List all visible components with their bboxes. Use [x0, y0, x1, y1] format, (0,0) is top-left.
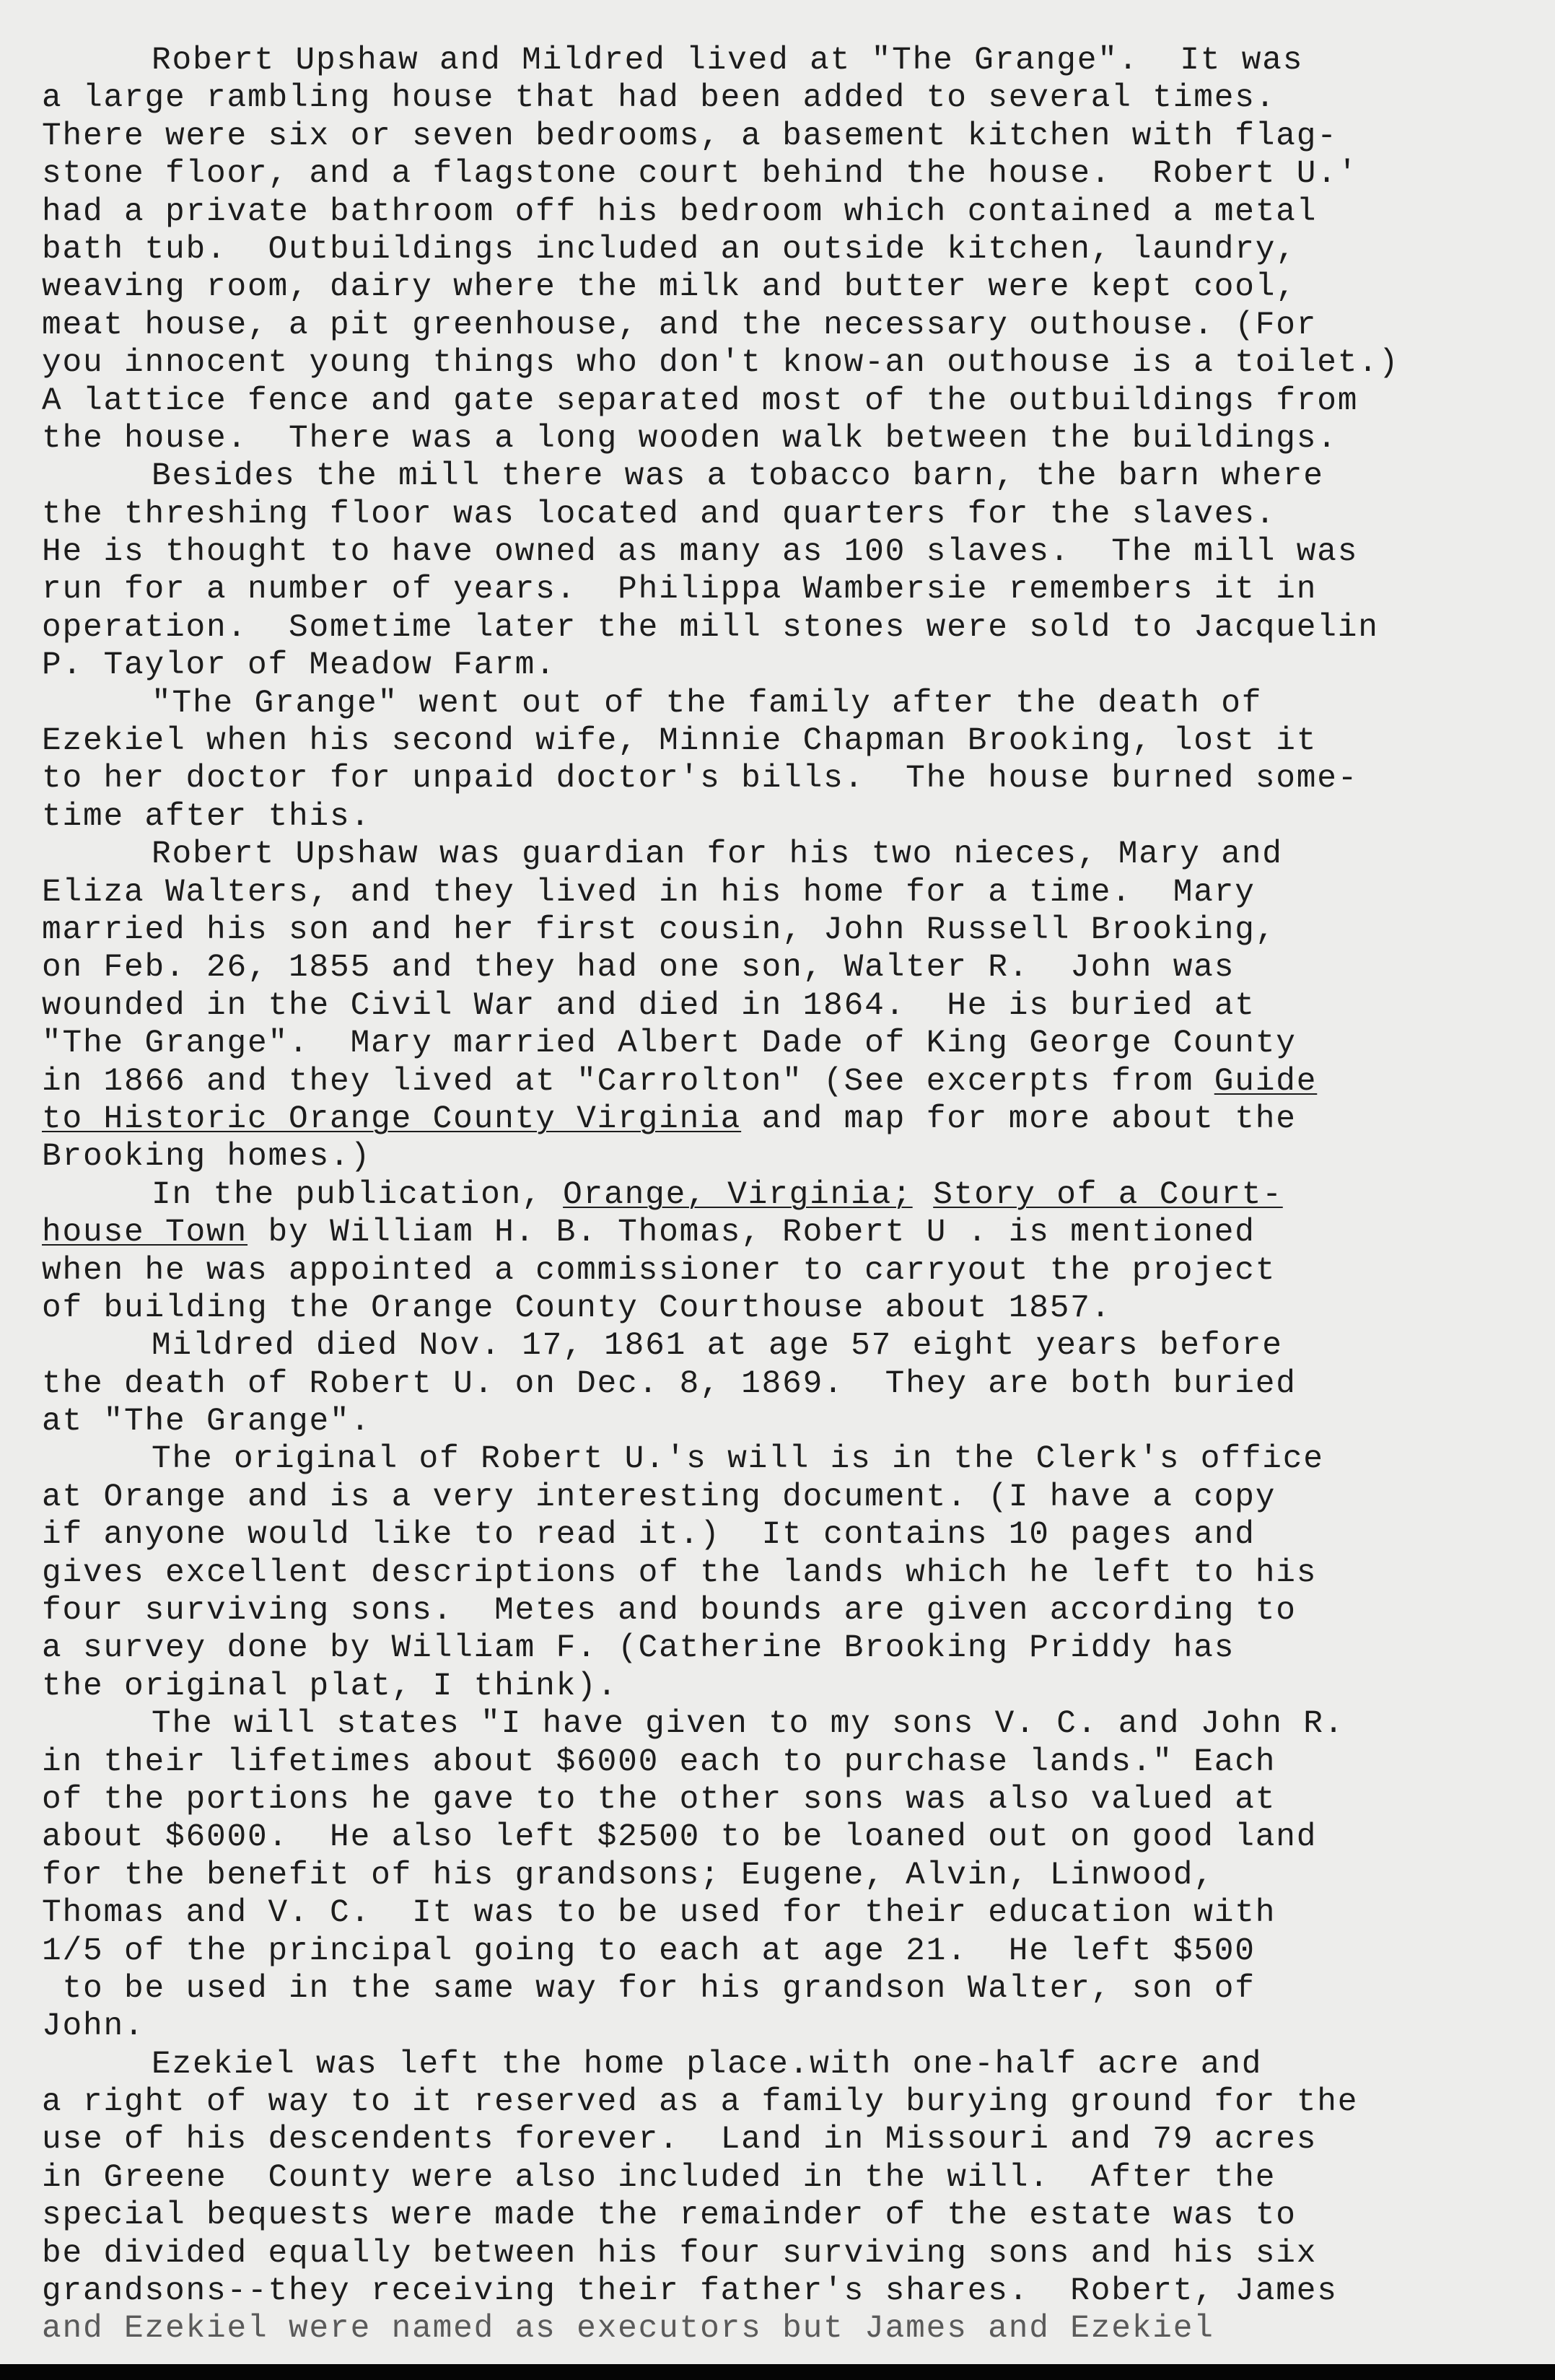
text-line: at Orange and is a very interesting document. (I have a copy: [42, 1479, 1276, 1515]
text-line: Ezekiel when his second wife, Minnie Chapman Brooking, lost it: [42, 723, 1318, 760]
text-line: for the benefit of his grandsons; Eugene, Alvin, Linwood,: [42, 1857, 1214, 1894]
text-line: use of his descendents forever. Land in Missouri and 79 acres: [42, 2122, 1318, 2158]
text-line: had a private bathroom off his bedroom which contained a metal: [42, 193, 1318, 230]
text-line: weaving room, dairy where the milk and butter were kept cool,: [42, 269, 1297, 306]
text-line: and Ezekiel were named as executors but James and Ezekiel: [42, 2311, 1214, 2348]
text-line: A lattice fence and gate separated most of the outbuildings from: [42, 382, 1359, 419]
text-line: bath tub. Outbuildings included an outside kitchen, laundry,: [42, 231, 1297, 268]
text-line: in Greene County were also included in the will. After the: [42, 2159, 1276, 2196]
text-line: run for a number of years. Philippa Wambersie remembers it in: [42, 572, 1318, 608]
text-line: be divided equally between his four surviving sons and his six: [42, 2235, 1318, 2272]
text-line: John.: [42, 2008, 145, 2045]
underlined-title: to Historic Orange County Virginia: [42, 1101, 742, 1137]
text-line: in 1866 and they lived at "Carrolton" (See excerpts from Guide: [42, 1063, 1318, 1100]
text-line: Besides the mill there was a tobacco barn, the barn where: [152, 458, 1324, 495]
text-line: Ezekiel was left the home place.with one-half acre and: [152, 2046, 1263, 2083]
text-line: of the portions he gave to the other sons was also valued at: [42, 1781, 1276, 1818]
underlined-title: Guide: [1214, 1063, 1318, 1100]
text-line: you innocent young things who don't know-an outhouse is a toilet.): [42, 345, 1400, 382]
text-line: 1/5 of the principal going to each at age 21. He left $500: [42, 1933, 1256, 1969]
text-line: about $6000. He also left $2500 to be loaned out on good land: [42, 1819, 1318, 1856]
text-line: Robert Upshaw and Mildred lived at "The Grange". It was: [152, 43, 1304, 79]
text-line: house Town by William H. B. Thomas, Robert U . is mentioned: [42, 1215, 1256, 1251]
underlined-title: Story of a Court-: [933, 1176, 1283, 1213]
text-line: Mildred died Nov. 17, 1861 at age 57 eight years before: [152, 1328, 1283, 1365]
text-line: operation. Sometime later the mill stones were sold to Jacquelin: [42, 609, 1379, 646]
text-line: on Feb. 26, 1855 and they had one son, Walter R. John was: [42, 950, 1235, 986]
text-line: when he was appointed a commissioner to carryout the project: [42, 1252, 1276, 1289]
text-line: Brooking homes.): [42, 1139, 372, 1176]
text-line: wounded in the Civil War and died in 1864. He is buried at: [42, 987, 1256, 1024]
text-line: In the publication, Orange, Virginia; Story of a Court-: [152, 1176, 1283, 1213]
underlined-title: Orange, Virginia;: [563, 1176, 913, 1213]
text-line: to be used in the same way for his grandson Walter, son of: [42, 1970, 1256, 2007]
text-line: the death of Robert U. on Dec. 8, 1869. They are both buried: [42, 1365, 1297, 1402]
text-line: in their lifetimes about $6000 each to purchase lands." Each: [42, 1744, 1276, 1780]
text-line: to her doctor for unpaid doctor's bills. The house burned some-: [42, 761, 1359, 797]
text-line: stone floor, and a flagstone court behind the house. Robert U.': [42, 156, 1359, 193]
text-line: Eliza Walters, and they lived in his home for a time. Mary: [42, 874, 1256, 911]
text-line: the threshing floor was located and quarters for the slaves.: [42, 496, 1276, 533]
document-body: [42, 42, 1536, 2348]
text-line: Robert Upshaw was guardian for his two nieces, Mary and: [152, 836, 1283, 873]
text-line: The original of Robert U.'s will is in the Clerk's office: [152, 1441, 1324, 1478]
text-line: He is thought to have owned as many as 100 slaves. The mill was: [42, 534, 1359, 571]
text-line: of building the Orange County Courthouse about 1857.: [42, 1290, 1112, 1326]
text-line: if anyone would like to read it.) It contains 10 pages and: [42, 1517, 1256, 1554]
text-line: married his son and her first cousin, John Russell Brooking,: [42, 911, 1276, 948]
text-line: P. Taylor of Meadow Farm.: [42, 647, 556, 684]
text-line: grandsons--they receiving their father's shares. Robert, James: [42, 2273, 1338, 2310]
text-line: four surviving sons. Metes and bounds are given according to: [42, 1593, 1297, 1629]
text-line: at "The Grange".: [42, 1404, 372, 1440]
text-line: gives excellent descriptions of the lands which he left to his: [42, 1554, 1318, 1591]
text-line: a right of way to it reserved as a family burying ground for the: [42, 2084, 1359, 2121]
text-line: to Historic Orange County Virginia and map for more about the: [42, 1101, 1297, 1137]
text-line: meat house, a pit greenhouse, and the necessary outhouse. (For: [42, 307, 1318, 344]
text-line: Thomas and V. C. It was to be used for their education with: [42, 1895, 1276, 1932]
text-line: a survey done by William F. (Catherine Brooking Priddy has: [42, 1630, 1235, 1667]
text-line: time after this.: [42, 798, 372, 835]
text-line: The will states "I have given to my sons V. C. and John R.: [152, 1706, 1345, 1743]
text-line: There were six or seven bedrooms, a basement kitchen with flag-: [42, 118, 1338, 154]
text-line: the house. There was a long wooden walk between the buildings.: [42, 420, 1338, 457]
text-line: special bequests were made the remainder of the estate was to: [42, 2197, 1297, 2234]
text-line: the original plat, I think).: [42, 1668, 618, 1705]
scan-bottom-edge: [0, 2364, 1555, 2380]
text-line: a large rambling house that had been added to several times.: [42, 80, 1276, 117]
text-line: "The Grange" went out of the family after the death of: [152, 685, 1263, 722]
underlined-title: house Town: [42, 1215, 248, 1251]
text-line: "The Grange". Mary married Albert Dade of King George County: [42, 1025, 1297, 1062]
